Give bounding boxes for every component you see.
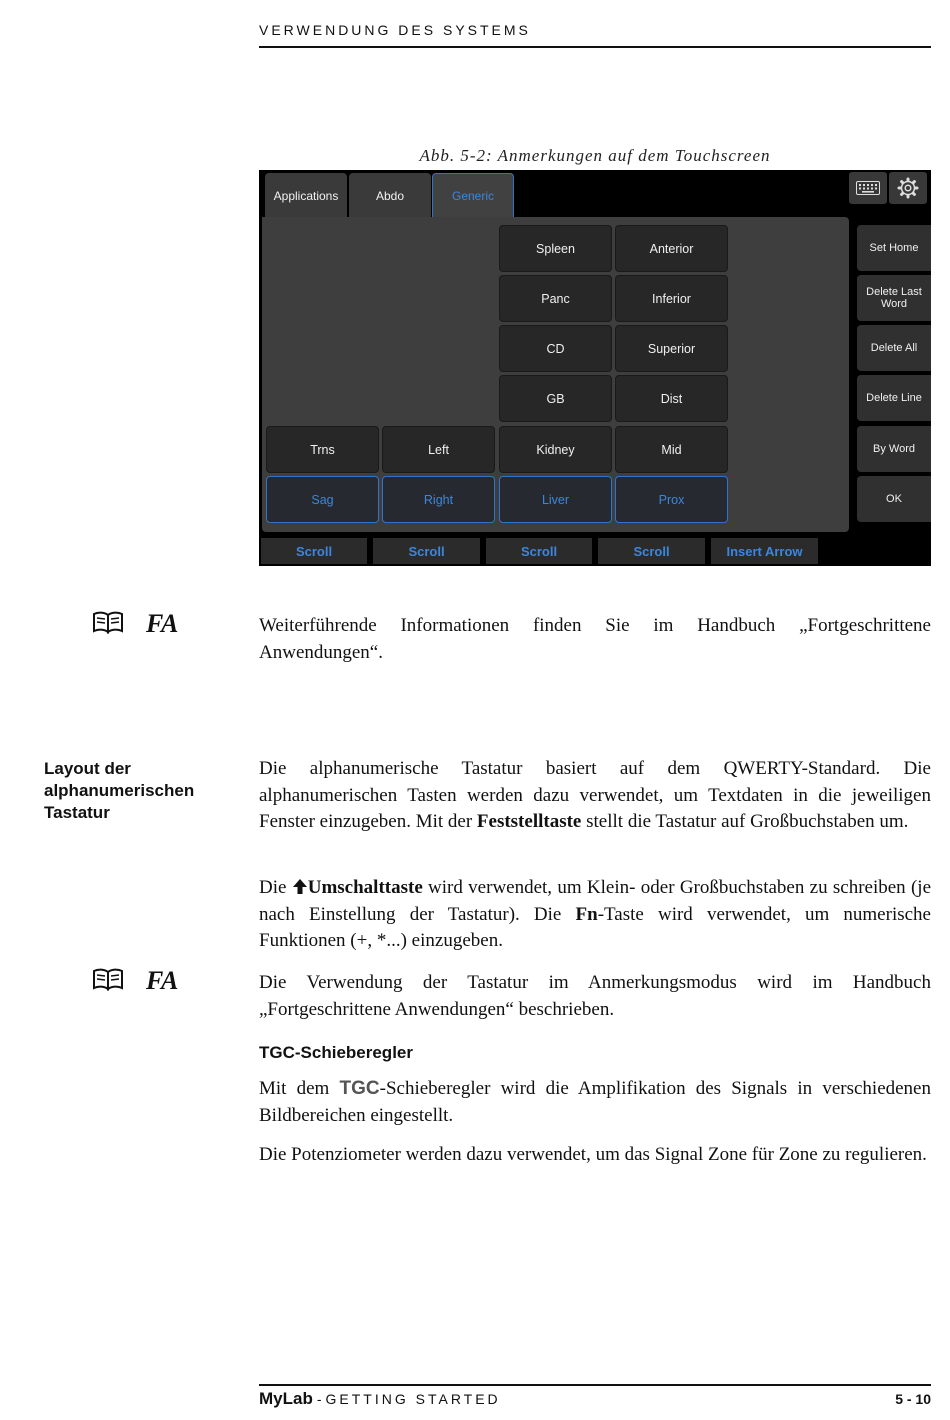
page-number: 5 - 10 bbox=[895, 1391, 931, 1407]
term-umschalttaste: Umschalttaste bbox=[307, 877, 423, 898]
paragraph-shift-key bbox=[259, 875, 931, 955]
fa-label: FA bbox=[146, 609, 179, 638]
paragraph-text: stellt die Tastatur auf Großbuchstaben um. bbox=[581, 811, 909, 832]
book-icon bbox=[92, 610, 124, 639]
paragraph-annotation-mode: Die Verwendung der Tastatur im Anmerkungsmodus wird im Handbuch „Fortgeschrittene Anwendungen“ beschrieben. bbox=[259, 972, 931, 1020]
scroll-button-4[interactable]: Scroll bbox=[598, 538, 705, 564]
fa-reference-text-1: Weiterführende Informationen finden Sie im Handbuch „Fortgeschrittene Anwendungen“. bbox=[259, 615, 931, 663]
tab-abdo[interactable]: Abdo bbox=[349, 173, 431, 218]
fa-label: FA bbox=[146, 966, 179, 995]
touchscreen-figure bbox=[259, 170, 931, 566]
scroll-button-3[interactable]: Scroll bbox=[486, 538, 592, 564]
book-icon bbox=[92, 967, 124, 996]
set-home-button[interactable]: Set Home bbox=[857, 225, 931, 271]
key-left[interactable]: Left bbox=[382, 426, 495, 473]
tab-generic[interactable]: Generic bbox=[432, 173, 514, 218]
key-sag[interactable]: Sag bbox=[266, 476, 379, 523]
key-inferior[interactable]: Inferior bbox=[615, 275, 728, 322]
fa-note-2 bbox=[92, 966, 178, 996]
up-arrow-icon bbox=[292, 877, 308, 898]
key-cd[interactable]: CD bbox=[499, 325, 612, 372]
paragraph-tgc bbox=[259, 1076, 931, 1129]
tab-applications[interactable]: Applications bbox=[265, 173, 347, 218]
scroll-button-2[interactable]: Scroll bbox=[373, 538, 480, 564]
paragraph-qwerty bbox=[259, 756, 931, 836]
key-right[interactable]: Right bbox=[382, 476, 495, 523]
term-feststelltaste: Feststelltaste bbox=[476, 811, 582, 832]
footer-brand bbox=[259, 1389, 501, 1409]
brand-name: MyLab bbox=[259, 1389, 313, 1408]
figure-caption: Abb. 5-2: Anmerkungen auf dem Touchscreen bbox=[419, 146, 771, 165]
paragraph-text: Mit dem bbox=[259, 1078, 340, 1099]
delete-line-button[interactable]: Delete Line bbox=[857, 375, 931, 421]
term-fn: Fn bbox=[575, 903, 598, 925]
paragraph-text: -Taste wird verwendet, um numerische Funktionen (+, *...) einzugeben. bbox=[259, 903, 931, 951]
paragraph-text: Die bbox=[259, 877, 292, 898]
term-tgc: TGC bbox=[339, 1078, 380, 1099]
key-anterior[interactable]: Anterior bbox=[615, 225, 728, 272]
key-kidney[interactable]: Kidney bbox=[499, 426, 612, 473]
paragraph-text: -Schieberegler wird die Amplifikation des Signals in verschiedenen Bildbereichen eingestellt. bbox=[259, 1078, 931, 1126]
scroll-button-1[interactable]: Scroll bbox=[261, 538, 367, 564]
key-superior[interactable]: Superior bbox=[615, 325, 728, 372]
paragraph-text: Die alphanumerische Tastatur basiert auf dem QWERTY-Standard. Die alphanumerischen Tasten werden dazu verwendet, um Textdaten in die jeweiligen Fenster einzugeben. Mit der bbox=[259, 758, 931, 832]
footer-subtitle: GETTING STARTED bbox=[325, 1391, 501, 1407]
delete-all-button[interactable]: Delete All bbox=[857, 325, 931, 371]
running-header: VERWENDUNG DES SYSTEMS bbox=[259, 22, 531, 38]
key-mid[interactable]: Mid bbox=[615, 426, 728, 473]
keyboard-icon[interactable] bbox=[849, 172, 887, 204]
ok-button[interactable]: OK bbox=[857, 476, 931, 522]
section-heading-keyboard-layout: Layout der alphanumerischen Tastatur bbox=[44, 759, 195, 822]
gear-icon[interactable] bbox=[889, 172, 927, 204]
header-rule bbox=[259, 46, 931, 48]
key-trns[interactable]: Trns bbox=[266, 426, 379, 473]
key-panc[interactable]: Panc bbox=[499, 275, 612, 322]
paragraph-text: wird verwendet, um Klein- oder Großbuchstaben zu schreiben (je nach Einstellung der Tastatur). Die bbox=[259, 877, 931, 925]
paragraph-potentiometer: Die Potenziometer werden dazu verwendet, um das Signal Zone für Zone zu regulieren. bbox=[259, 1144, 927, 1165]
subheading-tgc: TGC-Schieberegler bbox=[259, 1043, 413, 1062]
by-word-button[interactable]: By Word bbox=[857, 426, 931, 472]
footer-separator: - bbox=[316, 1391, 322, 1407]
key-gb[interactable]: GB bbox=[499, 375, 612, 422]
insert-arrow-button[interactable]: Insert Arrow bbox=[711, 538, 818, 564]
delete-last-word-button[interactable]: Delete Last Word bbox=[857, 275, 931, 321]
footer-rule bbox=[259, 1384, 931, 1386]
key-prox[interactable]: Prox bbox=[615, 476, 728, 523]
key-dist[interactable]: Dist bbox=[615, 375, 728, 422]
key-spleen[interactable]: Spleen bbox=[499, 225, 612, 272]
fa-note-1 bbox=[92, 609, 178, 639]
key-liver[interactable]: Liver bbox=[499, 476, 612, 523]
